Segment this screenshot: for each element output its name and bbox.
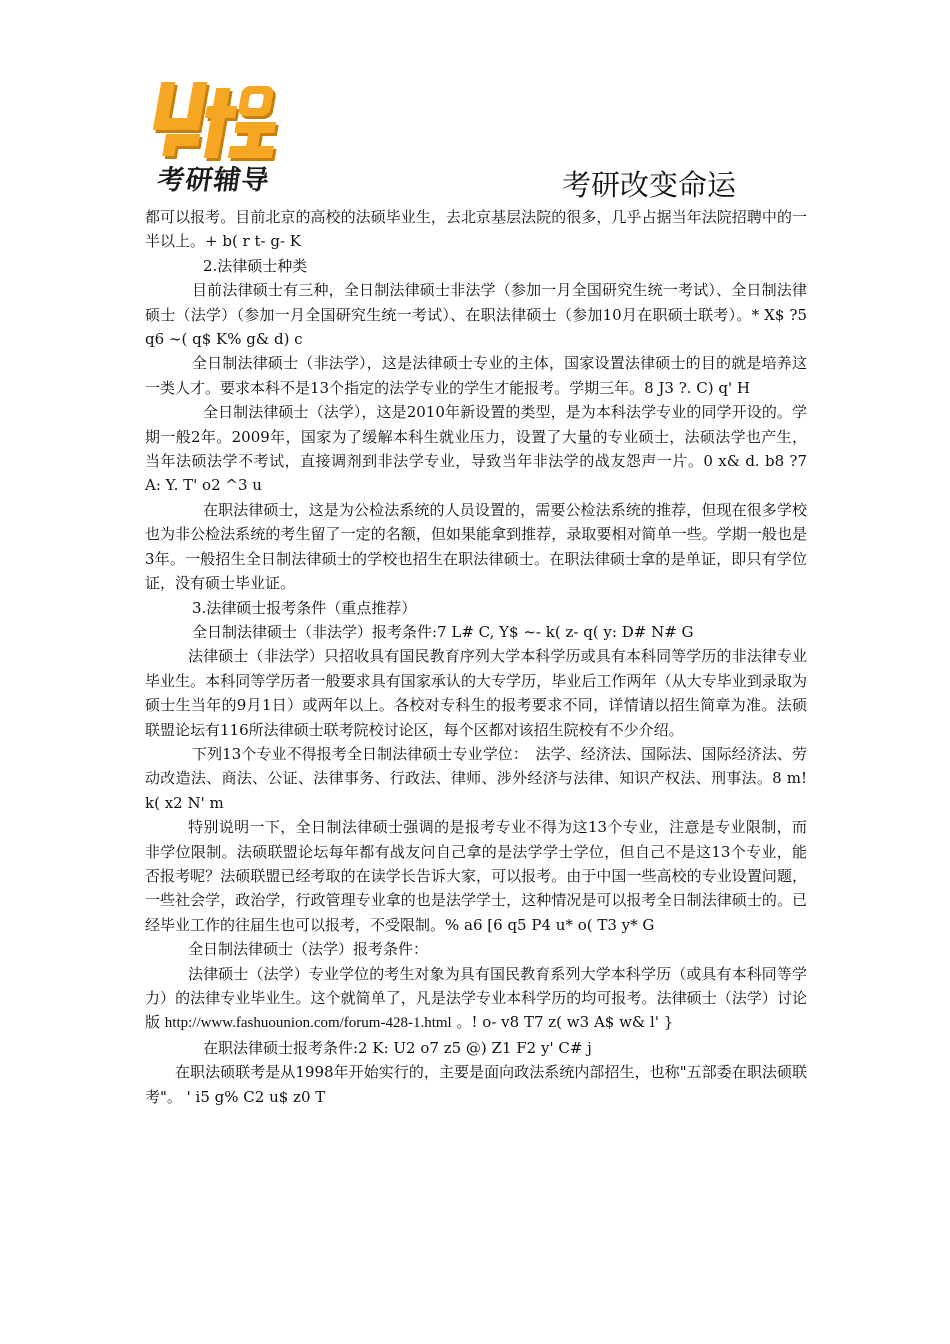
section-heading: 2.法律硕士种类 [203, 256, 308, 275]
logo-subtitle: 考研辅导 [155, 165, 272, 196]
paragraph: 全日制法律硕士（法学）报考条件： [188, 940, 429, 959]
paragraph: 在职法律硕士，这是为公检法系统的人员设置的，需要公检法系统的推荐，但现在很多学校也为非公检法系统的考生留了一定的名额，但如果能拿到推荐，录取要相对简单一些。学期一般也是3年。一般招生全日制法律硕士的学校也招生在职法律硕士。在职法律硕士拿的是单证，即只有学位证，没有硕士毕业证。 [145, 500, 807, 593]
paragraph-text: 法律硕士（法学）专业学位的考生对象为具有国民教育系列大学本科学历（或具有本科同等学力）的法律专业毕业生。这个就简单了，凡是法学专业本科学历的均可报考。法律硕士（法学）讨论版 [145, 964, 807, 1032]
section-heading: 在职法律硕士报考条件:2 K: U2 o7 z5 @) Z1 F2 y' C# j [203, 1038, 592, 1057]
paragraph: 下列13个专业不得报考全日制法律硕士专业学位： 法学、经济法、国际法、国际经济法、劳动改造法、商法、公证、法律事务、行政法、律师、涉外经济与法律、知识产权法、刑事法。8 m! k( x2 N' m [145, 744, 807, 812]
forum-link[interactable]: http://www.fashuounion.com/forum-428-1.html [164, 1015, 452, 1032]
paragraph: 法律硕士（非法学）只招收具有国民教育序列大学本科学历或具有本科同等学历的非法律专业毕业生。本科同等学历者一般要求具有国家承认的大专学历，毕业后工作两年（从大专毕业到录取为硕士生当年的9月1日）或两年以上。各校对专科生的报考要求不同，详情请以招生简章为准。法硕联盟论坛有116所法律硕士联考院校讨论区，每个区都对该招生院校有不少介绍。 [145, 647, 807, 739]
paragraph: 全日制法律硕士（非法学），这是法律硕士专业的主体，国家设置法律硕士的目的就是培养这一类人才。要求本科不是13个指定的法学专业的学生才能报考。学期三年。8 J3 ?. C) q' H [145, 354, 807, 397]
section-heading: 3.法律硕士报考条件（重点推荐） [192, 598, 417, 617]
brand-logo-icon [148, 78, 308, 162]
paragraph: 都可以报考。目前北京的高校的法硕毕业生，去北京基层法院的很多，几乎占据当年法院招聘中的一半以上。+ b( r t- g- K [145, 208, 807, 251]
paragraph: 特别说明一下，全日制法律硕士强调的是报考专业不得为这13个专业，注意是专业限制，而非学位限制。法硕联盟论坛每年都有战友问自己拿的是法学学士学位，但自己不是这13个专业，能否报考呢？法硕联盟已经考取的在读学长告诉大家，可以报考。由于中国一些高校的专业设置问题，一些社会学，政治学，行政管理专业拿的也是法学学士，这种情况是可以报考全日制法律硕士的。已经毕业工作的往届生也可以报考，不受限制。% a6 [6 q5 P4 u* o( T3 y* G [145, 818, 807, 934]
logo [148, 78, 308, 198]
paragraph: 在职法硕联考是从1998年开始实行的，主要是面向政法系统内部招生，也称"五部委在职法硕联考"。 ' i5 g% C2 u$ z0 T [145, 1063, 807, 1106]
paragraph-tail: 。! o- v8 T7 z( w3 A$ w& l' } [456, 1013, 674, 1032]
header-slogan: 考研改变命运 [562, 168, 737, 202]
paragraph [145, 962, 807, 1036]
paragraph: 目前法律硕士有三种，全日制法律硕士非法学（参加一月全国研究生统一考试）、全日制法律硕士（法学）（参加一月全国研究生统一考试）、在职法律硕士（参加10月在职硕士联考）。* X$ ?5 q6 ~( q$ K% g& d) c [145, 281, 807, 349]
document-body [145, 205, 807, 1109]
paragraph: 全日制法律硕士（非法学）报考条件:7 L# C, Y$ ~- k( z- q( y: D# N# G [192, 622, 694, 641]
paragraph: 全日制法律硕士（法学），这是2010年新设置的类型，是为本科法学专业的同学开设的。学期一般2年。2009年，国家为了缓解本科生就业压力，设置了大量的专业硕士，法硕法学也产生，当年法硕法学不考试，直接调剂到非法学专业，导致当年非法学的战友怨声一片。0 x& d. b8 ?7 A: Y. T' o2 ^3 u [145, 403, 807, 495]
